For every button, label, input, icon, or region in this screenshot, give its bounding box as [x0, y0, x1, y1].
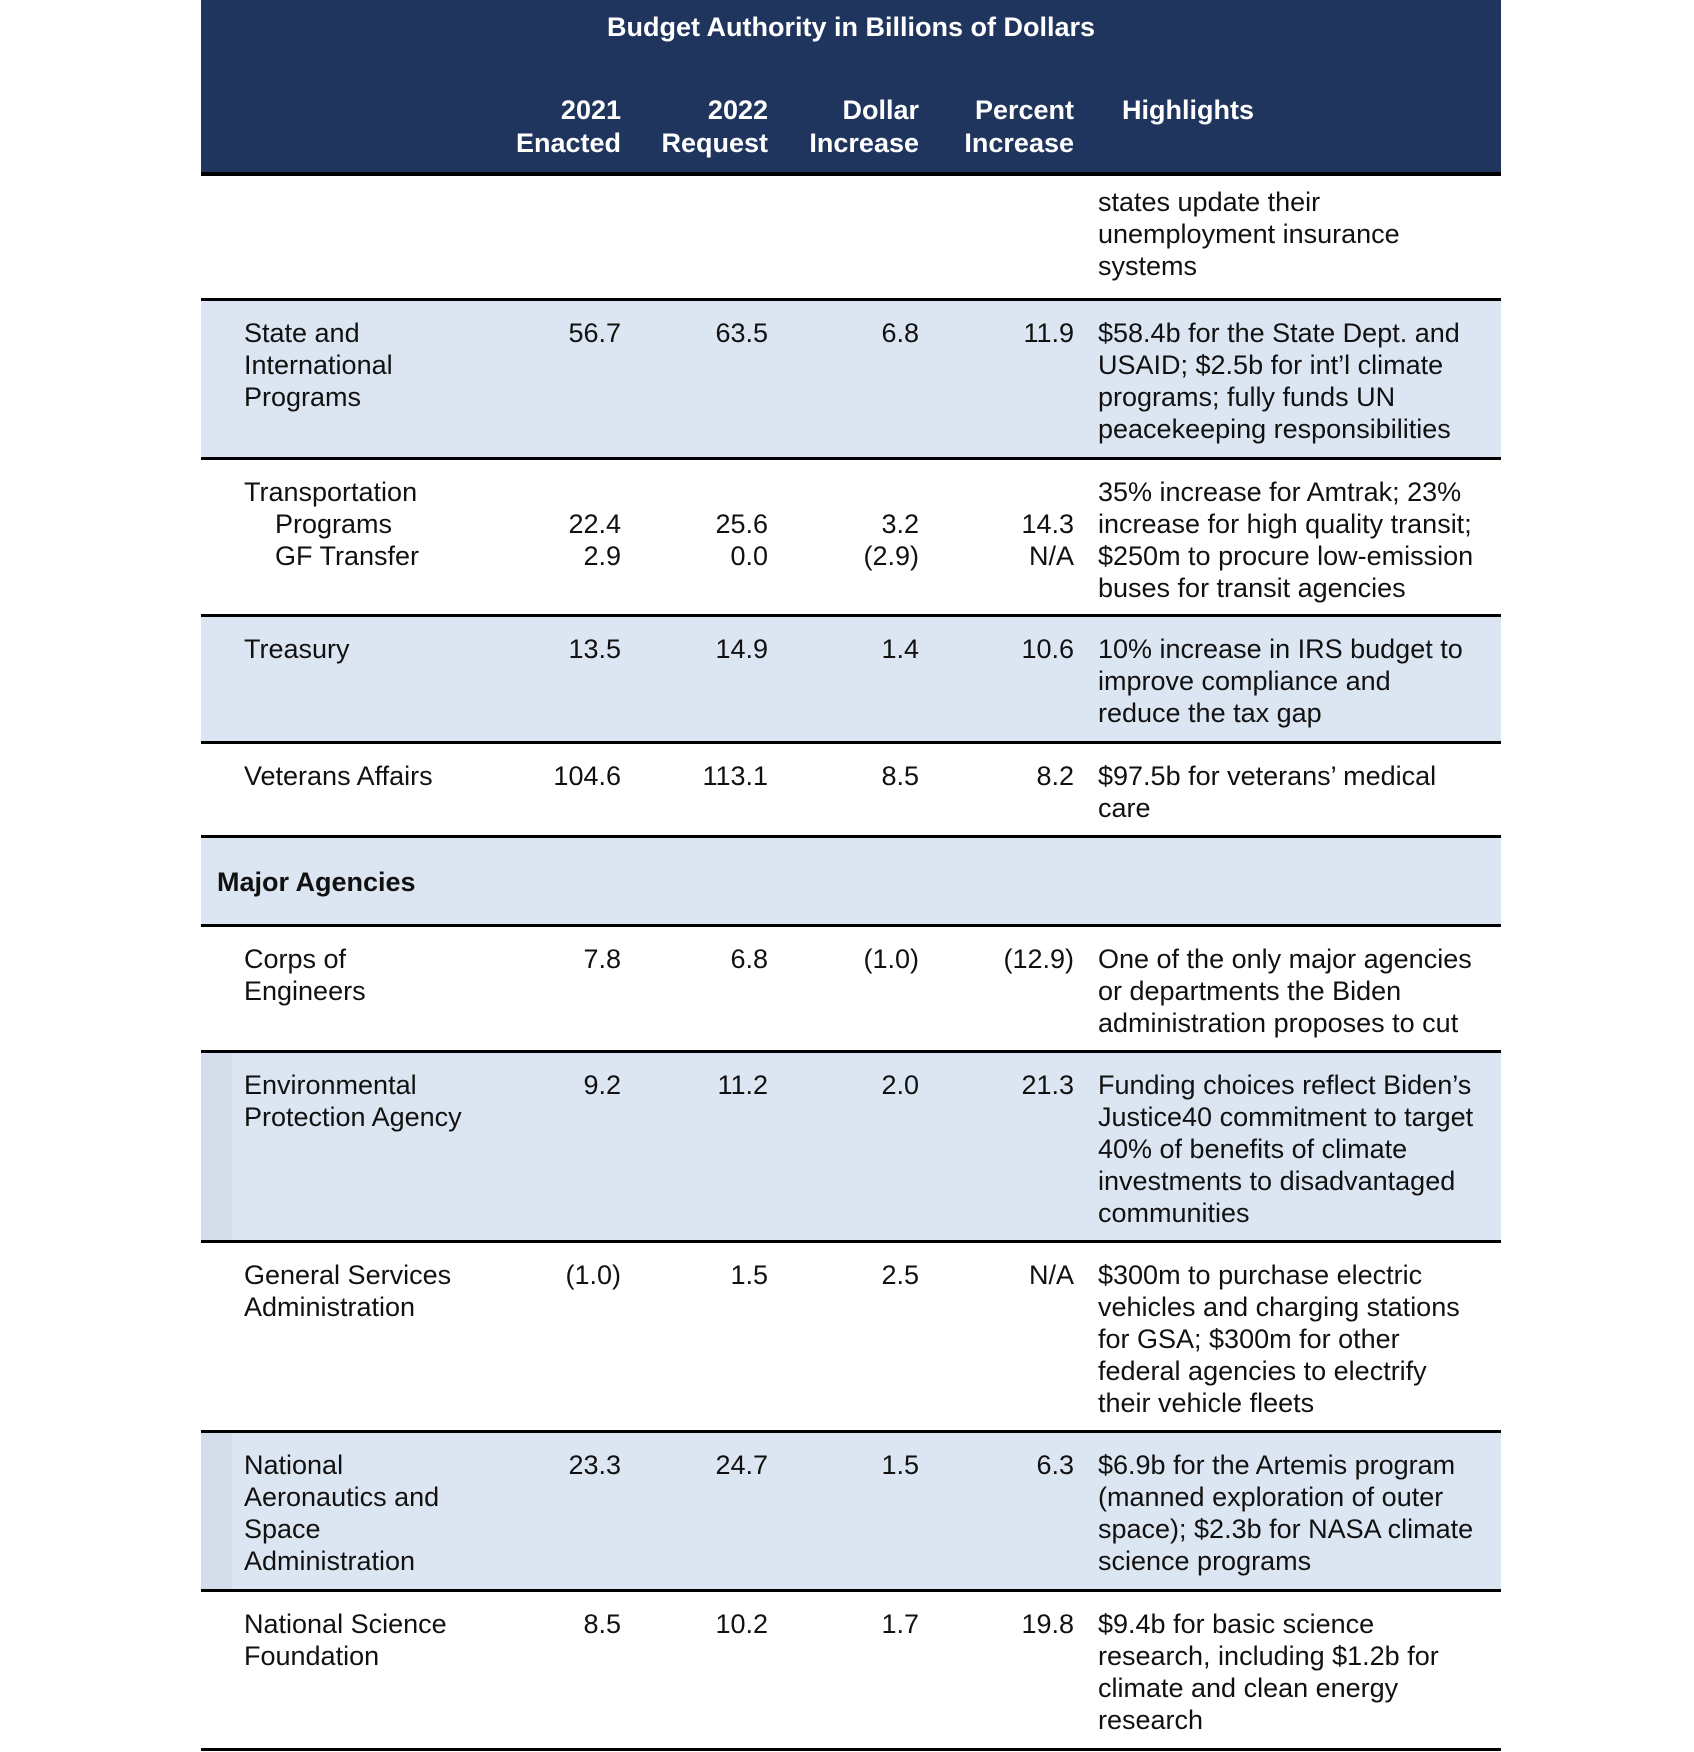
percent-increase: (12.9)	[1003, 944, 1074, 974]
row-accent-strip	[201, 1053, 232, 1240]
dollar-increase: 1.5	[881, 1450, 919, 1480]
percent-increase: N/A	[1028, 1260, 1074, 1290]
highlights-cell: $58.4b for the State Dept. and USAID; $2.5b for int’l climate programs; fully funds UN peacekeeping responsibilities	[1098, 318, 1460, 444]
dollar-increase: 8.5	[881, 761, 919, 791]
table-row-nsf	[201, 1592, 1501, 1751]
percent-increase: 6.3	[1036, 1450, 1074, 1480]
table-row-treasury	[201, 617, 1501, 744]
highlights-cell: One of the only major agencies or departments the Biden administration proposes to cut	[1098, 944, 1472, 1038]
table-row-nasa	[201, 1433, 1501, 1592]
request-2022: 14.9	[715, 634, 768, 664]
table-row-veterans-affairs	[201, 744, 1501, 838]
request-2022: 63.5	[715, 318, 768, 348]
percent-increase: 8.2	[1036, 761, 1074, 791]
table-row-gsa	[201, 1243, 1501, 1433]
highlights-cell: $300m to purchase electric vehicles and charging stations for GSA; $300m for other federal agencies to electrify their vehicle fleets	[1098, 1260, 1460, 1418]
percent-increase: 21.3	[1021, 1070, 1074, 1100]
table-row-epa	[201, 1053, 1501, 1243]
highlights-cell: 10% increase in IRS budget to improve compliance and reduce the tax gap	[1098, 634, 1463, 728]
row-name: National Aeronautics and Space Administration	[244, 1450, 440, 1576]
table-row-state-international	[201, 301, 1501, 460]
percent-increase: 10.6	[1021, 634, 1074, 664]
enacted-2021: 13.5	[568, 634, 621, 664]
row-accent-strip	[201, 1433, 232, 1589]
dollar-increase: 2.0	[881, 1070, 919, 1100]
highlights-cell: Funding choices reflect Biden’s Justice40 commitment to target 40% of benefits of climate investments to disadvantaged communities	[1098, 1070, 1474, 1228]
enacted-2021: 7.8	[583, 944, 621, 974]
row-name: General Services Administration	[244, 1260, 452, 1322]
section-title: Major Agencies	[217, 867, 416, 897]
enacted-2021: 56.7	[568, 318, 621, 348]
request-2022: 25.6 0.0	[715, 509, 768, 571]
highlights-cell: $97.5b for veterans’ medical care	[1098, 761, 1437, 823]
row-name: Veterans Affairs	[244, 761, 433, 791]
percent-increase: 11.9	[1023, 318, 1074, 348]
enacted-2021: 8.5	[583, 1609, 621, 1639]
dollar-increase: 1.7	[881, 1609, 919, 1639]
enacted-2021: 23.3	[568, 1450, 621, 1480]
highlights-cell: states update their unemployment insurance systems	[1098, 187, 1400, 281]
dollar-increase: (1.0)	[863, 944, 919, 974]
enacted-2021: 22.4 2.9	[568, 509, 621, 571]
enacted-2021: 104.6	[553, 761, 621, 791]
table-title: Budget Authority in Billions of Dollars	[607, 12, 1095, 42]
percent-increase: 14.3 N/A	[1021, 509, 1074, 571]
percent-increase: 19.8	[1021, 1609, 1074, 1639]
col-header-highlights: Highlights	[1122, 95, 1254, 125]
row-name: State and International Programs	[244, 318, 393, 412]
highlights-cell: $9.4b for basic science research, including $1.2b for climate and clean energy research	[1098, 1609, 1439, 1735]
col-header-2022-request: 2022 Request	[661, 95, 768, 158]
table-row-continuation	[201, 176, 1501, 301]
col-header-2021-enacted: 2021 Enacted	[515, 95, 621, 158]
highlights-cell: $6.9b for the Artemis program (manned exploration of outer space); $2.3b for NASA climate science programs	[1098, 1450, 1474, 1576]
col-header-percent-increase: Percent Increase	[964, 95, 1074, 158]
row-name: Transportation Programs GF Transfer	[244, 477, 420, 571]
request-2022: 11.2	[717, 1070, 768, 1100]
table-header	[201, 0, 1501, 176]
dollar-increase: 2.5	[881, 1260, 919, 1290]
request-2022: 24.7	[715, 1450, 768, 1480]
dollar-increase: 3.2 (2.9)	[863, 509, 919, 571]
dollar-increase: 1.4	[881, 634, 919, 664]
enacted-2021: (1.0)	[565, 1260, 621, 1290]
request-2022: 6.8	[730, 944, 768, 974]
request-2022: 10.2	[715, 1609, 768, 1639]
dollar-increase: 6.8	[881, 318, 919, 348]
request-2022: 113.1	[702, 761, 768, 791]
highlights-cell: 35% increase for Amtrak; 23% increase for high quality transit; $250m to procure low-emission buses for transit agencies	[1098, 477, 1474, 603]
budget-table	[201, 0, 1501, 1751]
row-name: Treasury	[244, 634, 350, 664]
section-header-major-agencies	[201, 838, 1501, 927]
request-2022: 1.5	[730, 1260, 768, 1290]
enacted-2021: 9.2	[583, 1070, 621, 1100]
col-header-dollar-increase: Dollar Increase	[809, 95, 919, 158]
row-name: Environmental Protection Agency	[244, 1070, 462, 1132]
row-name: Corps of Engineers	[244, 944, 366, 1006]
table-row-corps-of-engineers	[201, 927, 1501, 1053]
row-name: National Science Foundation	[244, 1609, 447, 1671]
table-row-transportation	[201, 460, 1501, 617]
